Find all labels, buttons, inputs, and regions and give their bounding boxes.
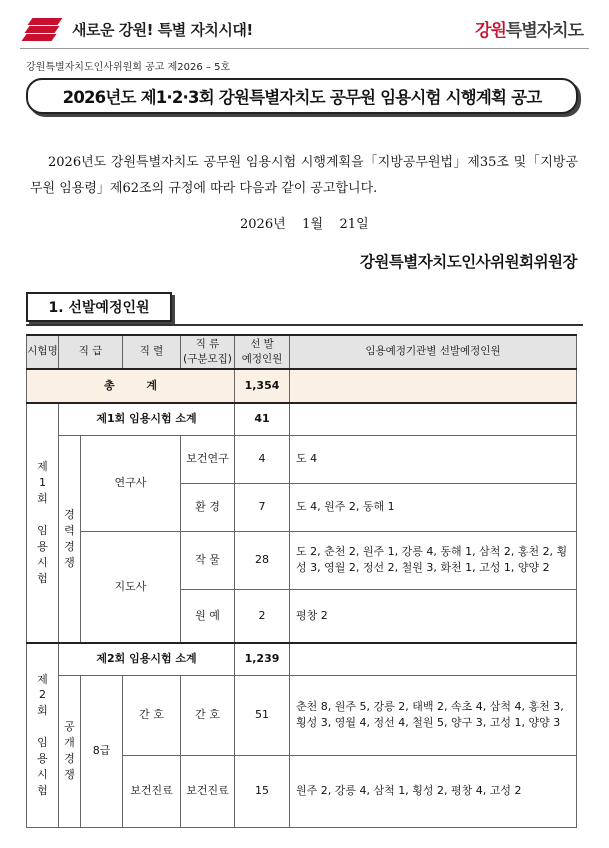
header-series: 직 렬 bbox=[123, 335, 181, 369]
cell-grade: 8급 bbox=[81, 675, 123, 827]
header-exam: 시험명 bbox=[27, 335, 59, 369]
cell-agencies: 도 2, 춘천 2, 원주 1, 강릉 4, 동해 1, 삼척 2, 홍천 2, 횡성 3, 영월 2, 정선 2, 철원 3, 화천 1, 고성 1, 양양 2 bbox=[290, 531, 577, 589]
total-label: 총 계 bbox=[27, 369, 235, 403]
header-type: 직 류 (구분모집) bbox=[181, 335, 235, 369]
table-row bbox=[27, 643, 577, 675]
cell-count: 7 bbox=[235, 483, 290, 531]
cell-type: 보건진료 bbox=[181, 755, 235, 827]
cell-grade: 지도사 bbox=[81, 531, 181, 643]
cell-type: 간 호 bbox=[181, 675, 235, 755]
exam1-name: 제 1 회 임 용 시 험 bbox=[27, 403, 59, 643]
cell-count: 28 bbox=[235, 531, 290, 589]
document-number: 강원특별자치도인사위원회 공고 제2026 – 5호 bbox=[26, 62, 231, 73]
cell-type: 환 경 bbox=[181, 483, 235, 531]
table-header-row bbox=[27, 335, 577, 369]
total-row bbox=[27, 369, 577, 403]
page-title: 2026년도 제1·2·3회 강원특별자치도 공무원 임용시험 시행계획 공고 bbox=[26, 78, 578, 114]
total-count: 1,354 bbox=[235, 369, 290, 403]
exam1-subtotal: 41 bbox=[235, 403, 290, 435]
section-divider bbox=[26, 324, 583, 326]
cell-agencies: 도 4 bbox=[290, 435, 577, 483]
header-divider bbox=[20, 48, 589, 49]
cell-type: 원 예 bbox=[181, 589, 235, 643]
cell-agencies: 원주 2, 강릉 4, 삼척 1, 횡성 2, 평창 4, 고성 2 bbox=[290, 755, 577, 827]
cell-agencies: 평창 2 bbox=[290, 589, 577, 643]
intro-paragraph: 2026년도 강원특별자치도 공무원 임용시험 시행계획을「지방공무원법」제35조 및「지방공무원 임용령」제62조의 규정에 따라 다음과 같이 공고합니다. bbox=[30, 155, 578, 196]
exam2-subtotal: 1,239 bbox=[235, 643, 290, 675]
table-row bbox=[27, 675, 577, 755]
cell-count: 15 bbox=[235, 755, 290, 827]
gangwon-logo: 강원특별자치도 bbox=[475, 21, 583, 41]
cell-count: 51 bbox=[235, 675, 290, 755]
header-agencies: 임용예정기관별 선발예정인원 bbox=[290, 335, 577, 369]
section-heading: 1. 선발예정인원 bbox=[26, 292, 172, 322]
slogan-stripes-icon bbox=[24, 16, 64, 42]
exam2-subtotal-label: 제2회 임용시험 소계 bbox=[59, 643, 235, 675]
announcement-date: 2026년 1월 21일 bbox=[240, 217, 369, 232]
exam2-category: 공 개 경 쟁 bbox=[59, 675, 81, 827]
cell-count: 4 bbox=[235, 435, 290, 483]
cell-type: 보건연구 bbox=[181, 435, 235, 483]
cell-agencies: 도 4, 원주 2, 동해 1 bbox=[290, 483, 577, 531]
cell-series: 보건진료 bbox=[123, 755, 181, 827]
cell-type: 작 물 bbox=[181, 531, 235, 589]
exam2-name: 제 2 회 임 용 시 험 bbox=[27, 643, 59, 827]
cell-series: 간 호 bbox=[123, 675, 181, 755]
signer: 강원특별자치도인사위원회위원장 bbox=[359, 253, 577, 271]
cell-grade: 연구사 bbox=[81, 435, 181, 531]
cell-agencies: 춘천 8, 원주 5, 강릉 2, 태백 2, 속초 4, 삼척 4, 홍천 3, 횡성 3, 영월 4, 정선 4, 철원 5, 양구 3, 고성 1, 양양 3 bbox=[290, 675, 577, 755]
table-row bbox=[27, 403, 577, 435]
table-row bbox=[27, 435, 577, 483]
selection-table bbox=[26, 334, 577, 828]
exam1-category: 경 력 경 쟁 bbox=[59, 435, 81, 643]
exam1-subtotal-label: 제1회 임용시험 소계 bbox=[59, 403, 235, 435]
slogan-text: 새로운 강원! 특별 자치시대! bbox=[72, 20, 253, 39]
header-grade: 직 급 bbox=[59, 335, 123, 369]
table-row bbox=[27, 531, 577, 589]
cell-count: 2 bbox=[235, 589, 290, 643]
header-count: 선 발 예정인원 bbox=[235, 335, 290, 369]
slogan bbox=[24, 14, 253, 44]
